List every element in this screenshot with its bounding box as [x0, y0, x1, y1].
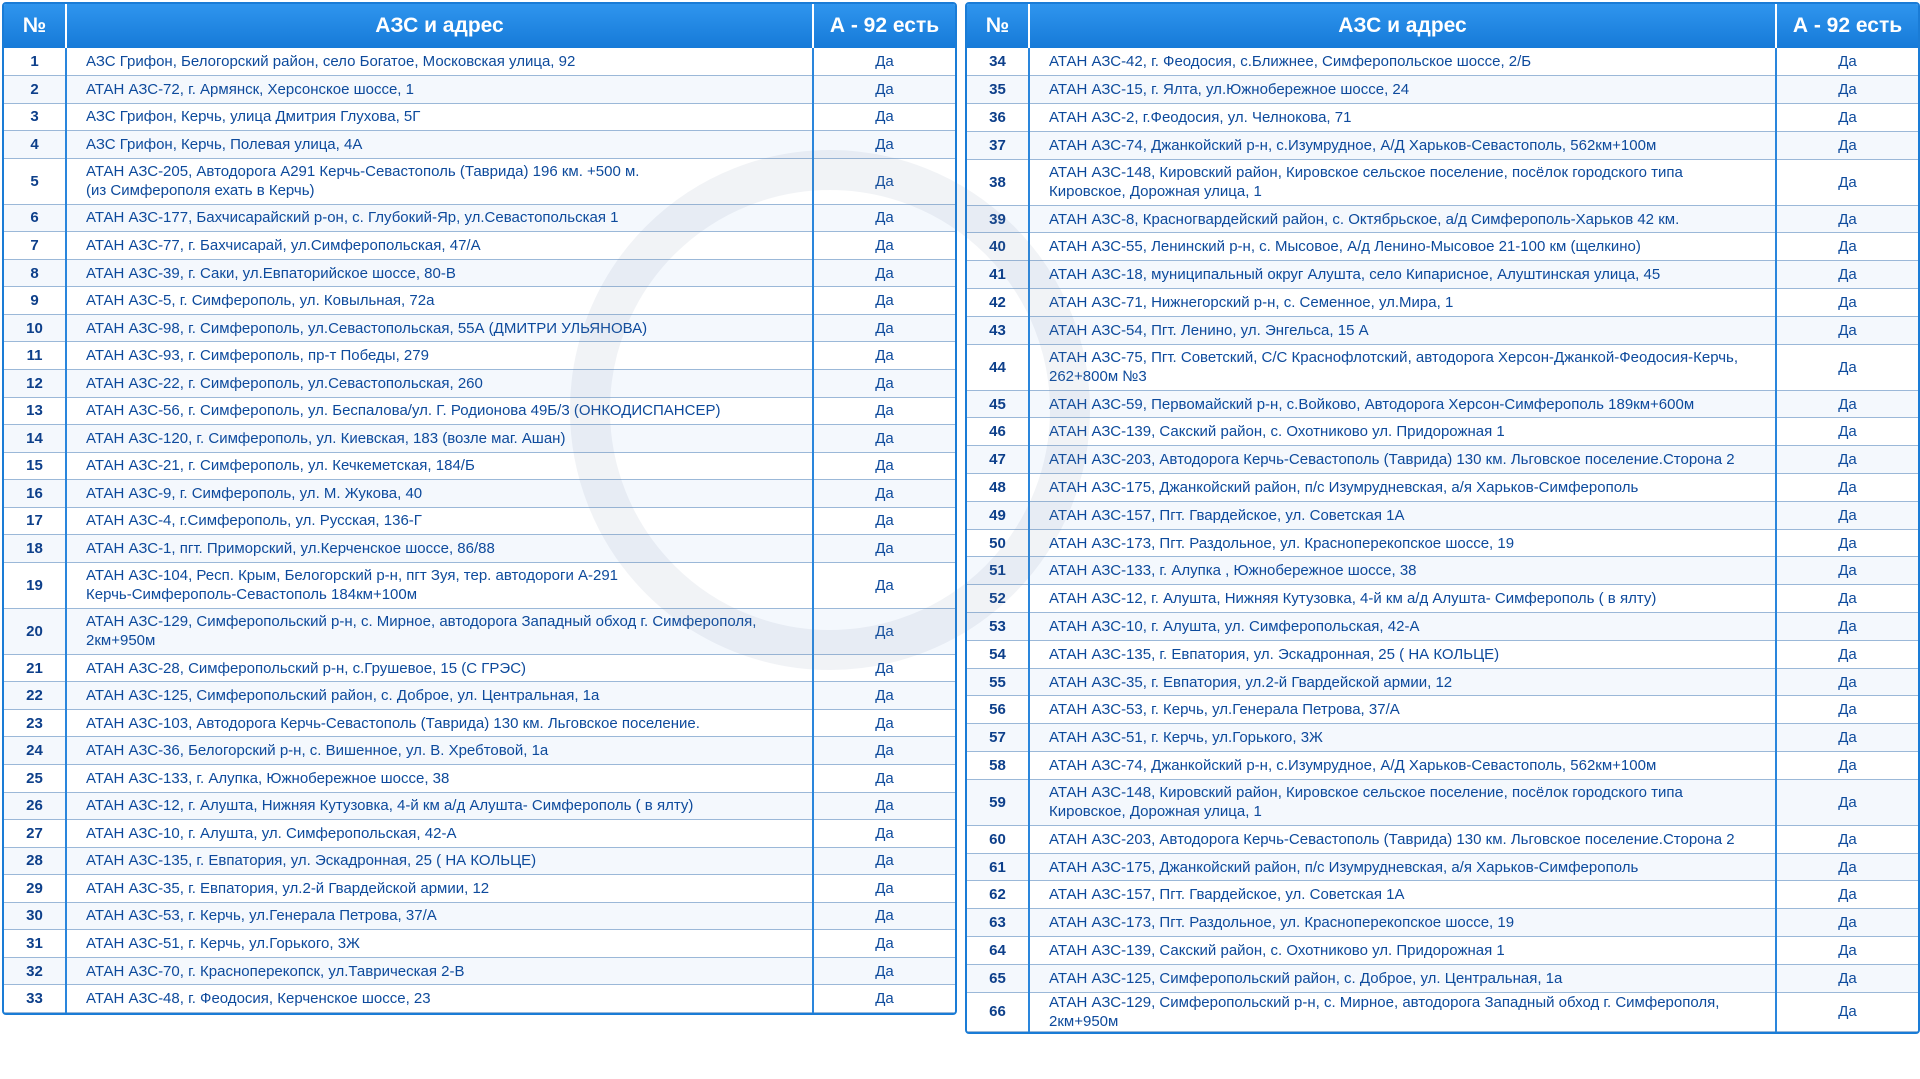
station-address: АТАН АЗС-71, Нижнегорский р-н, с. Семенное, ул.Мира, 1 [1029, 289, 1776, 317]
station-address: АТАН АЗС-5, г. Симферополь, ул. Ковыльная, 72а [66, 287, 813, 315]
a92-availability: Да [1776, 390, 1918, 418]
table-row [967, 779, 1918, 825]
station-address: АТАН АЗС-22, г. Симферополь, ул.Севастопольская, 260 [66, 369, 813, 397]
a92-availability: Да [1776, 937, 1918, 965]
table-row [4, 204, 955, 232]
row-number: 17 [4, 507, 66, 535]
a92-availability: Да [1776, 881, 1918, 909]
station-address: АТАН АЗС-35, г. Евпатория, ул.2-й Гвардейской армии, 12 [1029, 668, 1776, 696]
row-number: 57 [967, 724, 1029, 752]
table-row [4, 76, 955, 104]
table-body-right [967, 48, 1918, 1031]
table-row [4, 562, 955, 608]
row-number: 64 [967, 937, 1029, 965]
row-number: 38 [967, 159, 1029, 205]
a92-availability: Да [813, 48, 955, 76]
a92-availability: Да [1776, 289, 1918, 317]
a92-availability: Да [813, 820, 955, 848]
station-address: АТАН АЗС-157, Пгт. Гвардейское, ул. Советская 1А [1029, 881, 1776, 909]
station-address: АТАН АЗС-36, Белогорский р-н, с. Вишенное, ул. В. Хребтовой, 1а [66, 737, 813, 765]
a92-availability: Да [1776, 418, 1918, 446]
station-address: АТАН АЗС-148, Кировский район, Кировское сельское поселение, посёлок городского типа Кировское, Дорожная улица, 1 [1029, 779, 1776, 825]
header-a92: А - 92 есть [1776, 4, 1918, 48]
table-row [967, 881, 1918, 909]
row-number: 39 [967, 205, 1029, 233]
header-address: АЗС и адрес [66, 4, 813, 48]
row-number: 41 [967, 261, 1029, 289]
table-row [4, 535, 955, 563]
row-number: 65 [967, 964, 1029, 992]
a92-availability: Да [1776, 131, 1918, 159]
station-address: АТАН АЗС-103, Автодорога Керчь-Севастополь (Таврида) 130 км. Льговское поселение. [66, 709, 813, 737]
a92-availability: Да [813, 131, 955, 159]
station-address: АТАН АЗС-74, Джанкойский р-н, с.Изумрудное, А/Д Харьков-Севастополь, 562км+100м [1029, 131, 1776, 159]
table-row [967, 696, 1918, 724]
station-address: АТАН АЗС-205, Автодорога А291 Керчь-Севастополь (Таврида) 196 км. +500 м. (из Симферополя ехать в Керчь) [66, 158, 813, 204]
row-number: 47 [967, 446, 1029, 474]
row-number: 66 [967, 992, 1029, 1031]
station-address: АТАН АЗС-203, Автодорога Керчь-Севастополь (Таврида) 130 км. Льговское поселение.Сторона 2 [1029, 446, 1776, 474]
station-address: АТАН АЗС-93, г. Симферополь, пр-т Победы, 279 [66, 342, 813, 370]
station-address: АТАН АЗС-203, Автодорога Керчь-Севастополь (Таврида) 130 км. Льговское поселение.Сторона 2 [1029, 825, 1776, 853]
a92-availability: Да [1776, 752, 1918, 780]
table-row [4, 682, 955, 710]
station-address: АТАН АЗС-173, Пгт. Раздольное, ул. Красноперекопское шоссе, 19 [1029, 529, 1776, 557]
a92-availability: Да [813, 287, 955, 315]
table-row [967, 501, 1918, 529]
table-row [4, 287, 955, 315]
station-address: АТАН АЗС-48, г. Феодосия, Керченское шоссе, 23 [66, 985, 813, 1013]
a92-availability: Да [813, 608, 955, 654]
a92-availability: Да [813, 369, 955, 397]
station-address: АТАН АЗС-70, г. Красноперекопск, ул.Таврическая 2-В [66, 957, 813, 985]
table-row [967, 964, 1918, 992]
station-address: АТАН АЗС-135, г. Евпатория, ул. Эскадронная, 25 ( НА КОЛЬЦЕ) [1029, 640, 1776, 668]
table-row [4, 930, 955, 958]
a92-availability: Да [813, 737, 955, 765]
station-address: АТАН АЗС-56, г. Симферополь, ул. Беспалова/ул. Г. Родионова 49Б/3 (ОНКОДИСПАНСЕР) [66, 397, 813, 425]
a92-availability: Да [1776, 529, 1918, 557]
a92-availability: Да [813, 847, 955, 875]
row-number: 62 [967, 881, 1029, 909]
station-address: АТАН АЗС-12, г. Алушта, Нижняя Кутузовка, 4-й км а/д Алушта- Симферополь ( в ялту) [66, 792, 813, 820]
table-row [967, 529, 1918, 557]
a92-availability: Да [1776, 585, 1918, 613]
a92-availability: Да [1776, 779, 1918, 825]
row-number: 56 [967, 696, 1029, 724]
station-address: АТАН АЗС-55, Ленинский р-н, с. Мысовое, А/д Ленино-Мысовое 21-100 км (щелкино) [1029, 233, 1776, 261]
row-number: 6 [4, 204, 66, 232]
station-address: АТАН АЗС-35, г. Евпатория, ул.2-й Гвардейской армии, 12 [66, 875, 813, 903]
row-number: 48 [967, 474, 1029, 502]
row-number: 18 [4, 535, 66, 563]
row-number: 59 [967, 779, 1029, 825]
station-address: АТАН АЗС-173, Пгт. Раздольное, ул. Красноперекопское шоссе, 19 [1029, 909, 1776, 937]
row-number: 5 [4, 158, 66, 204]
a92-availability: Да [1776, 724, 1918, 752]
station-address: АТАН АЗС-51, г. Керчь, ул.Горького, 3Ж [1029, 724, 1776, 752]
table-row [967, 233, 1918, 261]
station-address: АТАН АЗС-129, Симферопольский р-н, с. Мирное, автодорога Западный обход г. Симферополя, 2км+950м [66, 608, 813, 654]
table-row [4, 480, 955, 508]
table-row [967, 76, 1918, 104]
row-number: 30 [4, 902, 66, 930]
table-row [967, 825, 1918, 853]
row-number: 19 [4, 562, 66, 608]
table-row [967, 585, 1918, 613]
row-number: 22 [4, 682, 66, 710]
a92-availability: Да [1776, 205, 1918, 233]
table-row [967, 390, 1918, 418]
table-row [4, 709, 955, 737]
table-row [967, 724, 1918, 752]
station-address: АЗС Грифон, Керчь, Полевая улица, 4А [66, 131, 813, 159]
station-address: АТАН АЗС-4, г.Симферополь, ул. Русская, 136-Г [66, 507, 813, 535]
table-row [4, 369, 955, 397]
station-address: АТАН АЗС-139, Сакский район, с. Охотниково ул. Придорожная 1 [1029, 418, 1776, 446]
table-right [967, 4, 1918, 1032]
station-address: АТАН АЗС-15, г. Ялта, ул.Южнобережное шоссе, 24 [1029, 76, 1776, 104]
table-row [4, 507, 955, 535]
a92-availability: Да [813, 764, 955, 792]
a92-availability: Да [1776, 104, 1918, 132]
a92-availability: Да [813, 957, 955, 985]
station-address: АТАН АЗС-148, Кировский район, Кировское сельское поселение, посёлок городского типа Кировское, Дорожная улица, 1 [1029, 159, 1776, 205]
a92-availability: Да [1776, 446, 1918, 474]
table-row [967, 640, 1918, 668]
table-row [4, 397, 955, 425]
table-row [4, 792, 955, 820]
table-row [4, 232, 955, 260]
row-number: 12 [4, 369, 66, 397]
header-address: АЗС и адрес [1029, 4, 1776, 48]
station-address: АТАН АЗС-9, г. Симферополь, ул. М. Жукова, 40 [66, 480, 813, 508]
station-address: АТАН АЗС-53, г. Керчь, ул.Генерала Петрова, 37/А [66, 902, 813, 930]
row-number: 53 [967, 613, 1029, 641]
table-row [967, 992, 1918, 1031]
a92-availability: Да [813, 535, 955, 563]
table-row [967, 159, 1918, 205]
table-row [967, 289, 1918, 317]
station-address: АТАН АЗС-125, Симферопольский район, с. Доброе, ул. Центральная, 1а [66, 682, 813, 710]
row-number: 44 [967, 344, 1029, 390]
a92-availability: Да [1776, 557, 1918, 585]
table-row [4, 342, 955, 370]
a92-availability: Да [813, 930, 955, 958]
a92-availability: Да [1776, 640, 1918, 668]
a92-availability: Да [1776, 316, 1918, 344]
station-address: АТАН АЗС-18, муниципальный округ Алушта, село Кипарисное, Алуштинская улица, 45 [1029, 261, 1776, 289]
table-row [4, 764, 955, 792]
row-number: 15 [4, 452, 66, 480]
station-address: АЗС Грифон, Белогорский район, село Богатое, Московская улица, 92 [66, 48, 813, 76]
row-number: 27 [4, 820, 66, 848]
station-address: АТАН АЗС-28, Симферопольский р-н, с.Грушевое, 15 (С ГРЭС) [66, 654, 813, 682]
table-body-left [4, 48, 955, 1012]
station-address: АТАН АЗС-129, Симферопольский р-н, с. Мирное, автодорога Западный обход г. Симферополя, 2км+950м [1029, 992, 1776, 1031]
row-number: 54 [967, 640, 1029, 668]
station-address: АТАН АЗС-12, г. Алушта, Нижняя Кутузовка, 4-й км а/д Алушта- Симферополь ( в ялту) [1029, 585, 1776, 613]
a92-availability: Да [813, 158, 955, 204]
row-number: 11 [4, 342, 66, 370]
station-address: АТАН АЗС-42, г. Феодосия, с.Ближнее, Симферопольское шоссе, 2/Б [1029, 48, 1776, 76]
row-number: 26 [4, 792, 66, 820]
table-row [4, 314, 955, 342]
row-number: 28 [4, 847, 66, 875]
table-row [4, 654, 955, 682]
row-number: 35 [967, 76, 1029, 104]
a92-availability: Да [813, 232, 955, 260]
row-number: 55 [967, 668, 1029, 696]
a92-availability: Да [813, 902, 955, 930]
row-number: 8 [4, 259, 66, 287]
table-row [967, 752, 1918, 780]
a92-availability: Да [813, 480, 955, 508]
station-address: АЗС Грифон, Керчь, улица Дмитрия Глухова, 5Г [66, 103, 813, 131]
a92-availability: Да [1776, 159, 1918, 205]
station-address: АТАН АЗС-133, г. Алупка, Южнобережное шоссе, 38 [66, 764, 813, 792]
row-number: 13 [4, 397, 66, 425]
row-number: 20 [4, 608, 66, 654]
table-row [967, 668, 1918, 696]
a92-availability: Да [1776, 344, 1918, 390]
station-address: АТАН АЗС-98, г. Симферополь, ул.Севастопольская, 55А (ДМИТРИ УЛЬЯНОВА) [66, 314, 813, 342]
station-address: АТАН АЗС-59, Первомайский р-н, с.Войково, Автодорога Херсон-Симферополь 189км+600м [1029, 390, 1776, 418]
row-number: 1 [4, 48, 66, 76]
station-address: АТАН АЗС-104, Респ. Крым, Белогорский р-н, пгт Зуя, тер. автодороги А-291 Керчь-Симферополь-Севастополь 184км+100м [66, 562, 813, 608]
row-number: 34 [967, 48, 1029, 76]
table-row [967, 557, 1918, 585]
a92-availability: Да [1776, 474, 1918, 502]
a92-availability: Да [1776, 668, 1918, 696]
stations-table-right [965, 2, 1920, 1034]
row-number: 63 [967, 909, 1029, 937]
table-row [967, 131, 1918, 159]
table-row [967, 853, 1918, 881]
header-number: № [967, 4, 1029, 48]
a92-availability: Да [1776, 76, 1918, 104]
table-row [4, 259, 955, 287]
a92-availability: Да [1776, 48, 1918, 76]
a92-availability: Да [813, 103, 955, 131]
table-row [967, 937, 1918, 965]
table-row [4, 985, 955, 1013]
row-number: 46 [967, 418, 1029, 446]
row-number: 61 [967, 853, 1029, 881]
station-address: АТАН АЗС-2, г.Феодосия, ул. Челнокова, 71 [1029, 104, 1776, 132]
table-row [4, 957, 955, 985]
row-number: 10 [4, 314, 66, 342]
table-row [4, 608, 955, 654]
a92-availability: Да [813, 507, 955, 535]
a92-availability: Да [813, 314, 955, 342]
stations-table-left [2, 2, 957, 1015]
station-address: АТАН АЗС-77, г. Бахчисарай, ул.Симферопольская, 47/А [66, 232, 813, 260]
station-address: АТАН АЗС-74, Джанкойский р-н, с.Изумрудное, А/Д Харьков-Севастополь, 562км+100м [1029, 752, 1776, 780]
station-address: АТАН АЗС-135, г. Евпатория, ул. Эскадронная, 25 ( НА КОЛЬЦЕ) [66, 847, 813, 875]
table-row [4, 902, 955, 930]
a92-availability: Да [1776, 825, 1918, 853]
a92-availability: Да [813, 342, 955, 370]
station-address: АТАН АЗС-39, г. Саки, ул.Евпаторийское шоссе, 80-В [66, 259, 813, 287]
station-address: АТАН АЗС-120, г. Симферополь, ул. Киевская, 183 (возле маг. Ашан) [66, 425, 813, 453]
row-number: 60 [967, 825, 1029, 853]
table-row [967, 344, 1918, 390]
row-number: 25 [4, 764, 66, 792]
row-number: 21 [4, 654, 66, 682]
a92-availability: Да [1776, 964, 1918, 992]
row-number: 50 [967, 529, 1029, 557]
station-address: АТАН АЗС-177, Бахчисарайский р-он, с. Глубокий-Яр, ул.Севастопольская 1 [66, 204, 813, 232]
a92-availability: Да [813, 682, 955, 710]
row-number: 7 [4, 232, 66, 260]
station-address: АТАН АЗС-1, пгт. Приморский, ул.Керченское шоссе, 86/88 [66, 535, 813, 563]
row-number: 45 [967, 390, 1029, 418]
row-number: 40 [967, 233, 1029, 261]
table-row [4, 48, 955, 76]
table-row [4, 820, 955, 848]
a92-availability: Да [813, 397, 955, 425]
row-number: 23 [4, 709, 66, 737]
table-row [4, 158, 955, 204]
row-number: 14 [4, 425, 66, 453]
station-address: АТАН АЗС-125, Симферопольский район, с. Доброе, ул. Центральная, 1а [1029, 964, 1776, 992]
station-address: АТАН АЗС-53, г. Керчь, ул.Генерала Петрова, 37/А [1029, 696, 1776, 724]
a92-availability: Да [1776, 233, 1918, 261]
station-address: АТАН АЗС-10, г. Алушта, ул. Симферопольская, 42-А [1029, 613, 1776, 641]
a92-availability: Да [813, 76, 955, 104]
table-row [967, 446, 1918, 474]
table-row [4, 425, 955, 453]
table-row [4, 103, 955, 131]
row-number: 32 [4, 957, 66, 985]
station-address: АТАН АЗС-175, Джанкойский район, п/с Изумрудневская, а/я Харьков-Симферополь [1029, 474, 1776, 502]
station-address: АТАН АЗС-75, Пгт. Советский, С/С Краснофлотский, автодорога Херсон-Джанкой-Феодосия-Керчь, 262+800м №3 [1029, 344, 1776, 390]
row-number: 16 [4, 480, 66, 508]
station-address: АТАН АЗС-54, Пгт. Ленино, ул. Энгельса, 15 А [1029, 316, 1776, 344]
row-number: 36 [967, 104, 1029, 132]
row-number: 24 [4, 737, 66, 765]
row-number: 58 [967, 752, 1029, 780]
table-row [967, 48, 1918, 76]
station-address: АТАН АЗС-8, Красногвардейский район, с. Октябрьское, а/д Симферополь-Харьков 42 км. [1029, 205, 1776, 233]
a92-availability: Да [813, 452, 955, 480]
a92-availability: Да [813, 792, 955, 820]
station-address: АТАН АЗС-175, Джанкойский район, п/с Изумрудневская, а/я Харьков-Симферополь [1029, 853, 1776, 881]
table-row [967, 418, 1918, 446]
a92-availability: Да [813, 562, 955, 608]
station-address: АТАН АЗС-21, г. Симферополь, ул. Кечкеметская, 184/Б [66, 452, 813, 480]
row-number: 33 [4, 985, 66, 1013]
row-number: 37 [967, 131, 1029, 159]
a92-availability: Да [1776, 261, 1918, 289]
row-number: 9 [4, 287, 66, 315]
table-row [4, 452, 955, 480]
row-number: 51 [967, 557, 1029, 585]
a92-availability: Да [1776, 613, 1918, 641]
table-row [967, 474, 1918, 502]
table-left [4, 4, 955, 1013]
table-row [4, 131, 955, 159]
a92-availability: Да [813, 875, 955, 903]
station-address: АТАН АЗС-139, Сакский район, с. Охотниково ул. Придорожная 1 [1029, 937, 1776, 965]
row-number: 4 [4, 131, 66, 159]
row-number: 52 [967, 585, 1029, 613]
table-header-row [4, 4, 955, 48]
row-number: 2 [4, 76, 66, 104]
a92-availability: Да [1776, 501, 1918, 529]
row-number: 43 [967, 316, 1029, 344]
station-address: АТАН АЗС-72, г. Армянск, Херсонское шоссе, 1 [66, 76, 813, 104]
row-number: 49 [967, 501, 1029, 529]
table-header-row [967, 4, 1918, 48]
a92-availability: Да [1776, 696, 1918, 724]
table-row [967, 205, 1918, 233]
a92-availability: Да [813, 204, 955, 232]
station-address: АТАН АЗС-10, г. Алушта, ул. Симферопольская, 42-А [66, 820, 813, 848]
table-row [4, 847, 955, 875]
station-address: АТАН АЗС-157, Пгт. Гвардейское, ул. Советская 1А [1029, 501, 1776, 529]
table-row [967, 261, 1918, 289]
row-number: 29 [4, 875, 66, 903]
a92-availability: Да [1776, 992, 1918, 1031]
a92-availability: Да [813, 259, 955, 287]
a92-availability: Да [813, 985, 955, 1013]
table-row [967, 104, 1918, 132]
table-row [967, 613, 1918, 641]
a92-availability: Да [813, 709, 955, 737]
table-row [967, 316, 1918, 344]
a92-availability: Да [1776, 909, 1918, 937]
station-address: АТАН АЗС-51, г. Керчь, ул.Горького, 3Ж [66, 930, 813, 958]
table-row [4, 737, 955, 765]
station-address: АТАН АЗС-133, г. Алупка , Южнобережное шоссе, 38 [1029, 557, 1776, 585]
table-row [4, 875, 955, 903]
row-number: 3 [4, 103, 66, 131]
row-number: 42 [967, 289, 1029, 317]
a92-availability: Да [1776, 853, 1918, 881]
header-a92: А - 92 есть [813, 4, 955, 48]
table-row [967, 909, 1918, 937]
row-number: 31 [4, 930, 66, 958]
a92-availability: Да [813, 654, 955, 682]
header-number: № [4, 4, 66, 48]
a92-availability: Да [813, 425, 955, 453]
